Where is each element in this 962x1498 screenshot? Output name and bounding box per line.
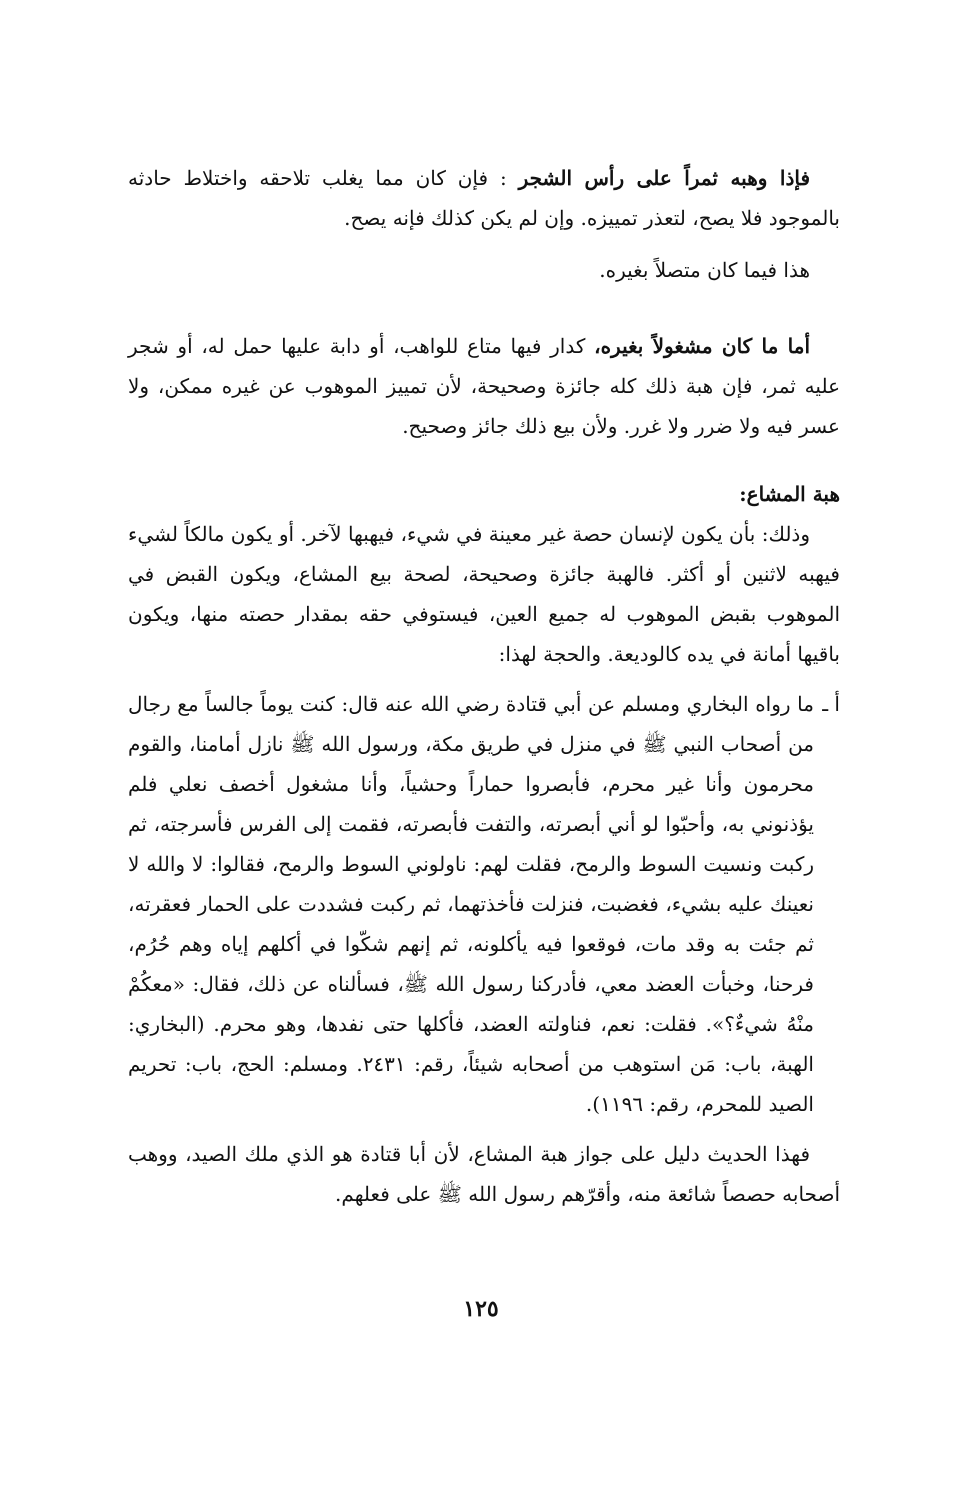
list-item-marker: أ ـ — [822, 692, 840, 716]
bold-lead-fruit: فإذا وهبه ثمراً على رأس الشجر — [518, 166, 811, 190]
bold-lead-occupied: أما ما كان مشغولاً بغيره، — [594, 334, 811, 358]
paragraph-text: : فإن كان مما يغلب تلاحقه واختلاط حادثه بالموجود فلا يصح، لتعذر تمييزه. وإن لم يكن كذلك فإنه يصح. — [128, 166, 840, 230]
paragraph-musha-definition: وذلك: بأن يكون لإنسان حصة غير معينة في شيء، فيهبها لآخر. أو يكون مالكاً لشيء فيهبه لاثنين أو أكثر. فالهبة جائزة وصحيحة، لصحة بيع المشاع، ويكون القبض في الموهوب بقبض الموهوب له جميع العين، فيستوفي حقه بمقدار حصته منها، ويكون باقيها أمانة في يده كالوديعة. والحجة لهذا: — [128, 522, 840, 666]
page-body — [128, 158, 840, 1214]
paragraph-connected: هذا فيما كان متصلاً بغيره. — [599, 258, 810, 282]
paragraph-conclusion: فهذا الحديث دليل على جواز هبة المشاع، لأن أبا قتادة هو الذي ملك الصيد، ووهب أصحابه حصصاً شائعة منه، وأقرّهم رسول الله ﷺ على فعلهم. — [128, 1142, 840, 1206]
section-heading-musha: هبة المشاع: — [739, 482, 840, 506]
paragraph-occupied — [128, 326, 840, 446]
paragraph-text: كدار فيها متاع للواهب، أو دابة عليها حمل له، أو شجر عليه ثمر، فإن هبة ذلك كله جائزة وصحيحة، لأن تمييز الموهوب عن غيره ممكن، ولا عسر فيه ولا ضرر ولا غرر. ولأن بيع ذلك جائز وصحيح. — [128, 334, 840, 438]
list-item-text: ما رواه البخاري ومسلم عن أبي قتادة رضي الله عنه قال: كنت يوماً جالساً مع رجال من أصحاب النبي ﷺ في منزل في طريق مكة، ورسول الله ﷺ نازل أمامنا، والقوم محرمون وأنا غير محرم، فأبصروا حماراً وحشياً، وأنا مشغول أخصف نعلي فلم يؤذنوني به، وأحبّوا لو أني أبصرته، والتفت فأبصرته، فقمت إلى الفرس فأسرجته، ثم ركبت ونسيت السوط والرمح، فقلت لهم: ناولوني السوط والرمح، فقالوا: لا والله لا نعينك عليه بشيء، فغضبت، فنزلت فأخذتهما، ثم ركبت فشددت على الحمار فعقرته، ثم جئت به وقد مات، فوقعوا فيه يأكلونه، ثم إنهم شكّوا في أكلهم إياه وهم حُرُم، فرحنا، وخبأت العضد معي، فأدركنا رسول الله ﷺ، فسألناه عن ذلك، فقال: «معكُمْ منْهُ شيءٌ؟». فقلت: نعم، فناولته العضد، فأكلها حتى نفدها، وهو محرم. (البخاري: الهبة، باب: مَن استوهب من أصحابه شيئاً، رقم: ٢٤٣١. ومسلم: الحج، باب: تحريم الصيد للمحرم، رقم: ١١٩٦). — [128, 692, 815, 1116]
paragraph-fruit-on-tree — [128, 158, 840, 238]
list-item-hadith — [128, 684, 840, 1124]
page-number: ١٢٥ — [463, 1296, 499, 1322]
